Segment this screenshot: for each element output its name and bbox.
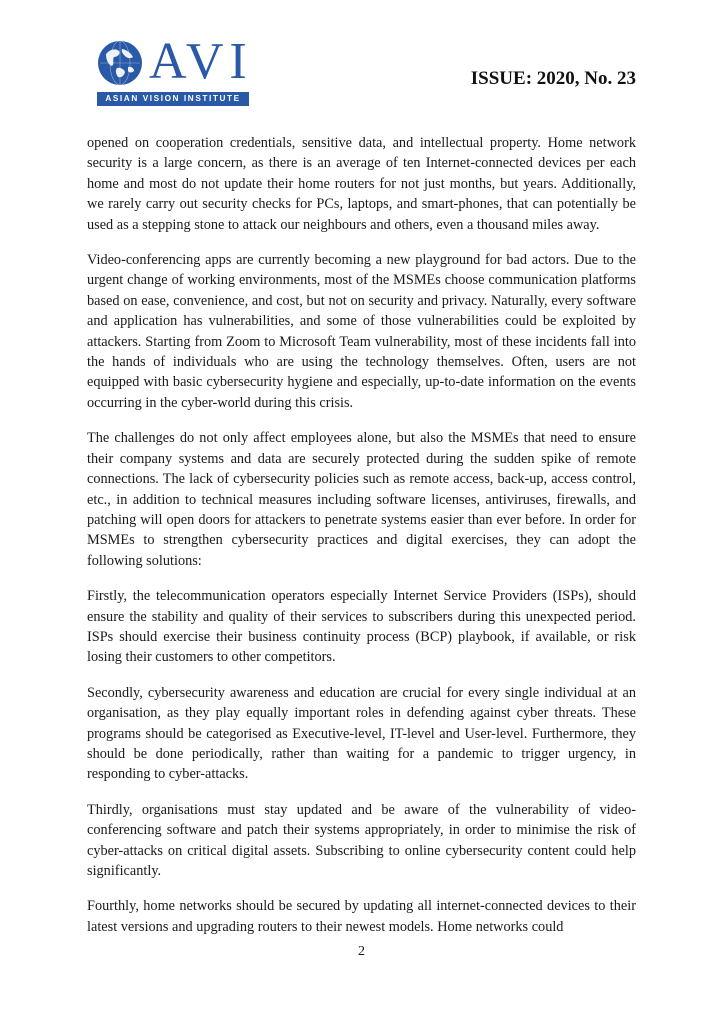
- globe-icon: [97, 40, 143, 86]
- avi-logo: [97, 33, 253, 110]
- issue-label: ISSUE: 2020, No. 23: [470, 68, 636, 89]
- paragraph: Video-conferencing apps are currently becoming a new playground for bad actors. Due to the urgent change of working environments, most of the MSMEs choose communication platforms based on ease, convenience, and cost, but not on security and privacy. Naturally, every software and application has vulnerabilities, and some of those vulnerabilities could be exploited by attackers. Starting from Zoom to Microsoft Team vulnerability, most of these incidents fall into the hands of individuals who are using the technology themselves. Often, users are not equipped with basic cybersecurity hygiene and especially, up-to-date information on the events occurring in the cyber-world during this crisis.: [87, 252, 636, 411]
- paragraph: Thirdly, organisations must stay updated and be aware of the vulnerability of video-conferencing software and patch their systems appropriately, in order to minimise the risk of cyber-attacks on critical digital assets. Subscribing to online cybersecurity content could help significantly.: [87, 801, 636, 879]
- article-body: [87, 133, 636, 952]
- paragraph: Fourthly, home networks should be secured by updating all internet-connected devices to their latest versions and upgrading routers to their newest models. Home networks could: [87, 898, 636, 935]
- paragraph: The challenges do not only affect employees alone, but also the MSMEs that need to ensure their company systems and data are securely protected during the sudden spike of remote connections. The lack of cybersecurity policies such as remote access, back-up, access control, etc., in addition to technical measures including software licenses, antiviruses, firewalls, and patching will open doors for attackers to penetrate systems easier than ever before. In order for MSMEs to strengthen cybersecurity practices and digital exercises, they can adopt the following solutions:: [87, 430, 636, 569]
- logo-wordmark: AVI: [149, 33, 253, 90]
- logo-tagline: ASIAN VISION INSTITUTE: [97, 92, 249, 106]
- paragraph: Secondly, cybersecurity awareness and education are crucial for every single individual at an organisation, as they play equally important roles in defending against cyber threats. These programs should be categorised as Executive-level, IT-level and User-level. Furthermore, they should be done periodically, rather than waiting for a pandemic to trigger urgency, in responding to cyber-attacks.: [87, 684, 636, 783]
- paragraph: Firstly, the telecommunication operators especially Internet Service Providers (ISPs), should ensure the stability and quality of their services to subscribers during this unexpected period. ISPs should exercise their business continuity process (BCP) playbook, if available, or risk losing their customers to other competitors.: [87, 588, 636, 666]
- paragraph: opened on cooperation credentials, sensitive data, and intellectual property. Home network security is a large concern, as there is an average of ten Internet-connected devices per each home and most do not update their home routers for not just months, but years. Additionally, we rarely carry out security checks for PCs, laptops, and smart-phones, that can potentially be used as a stepping stone to attack our neighbours and others, even a thousand miles away.: [87, 135, 636, 233]
- page-number: 2: [358, 944, 365, 959]
